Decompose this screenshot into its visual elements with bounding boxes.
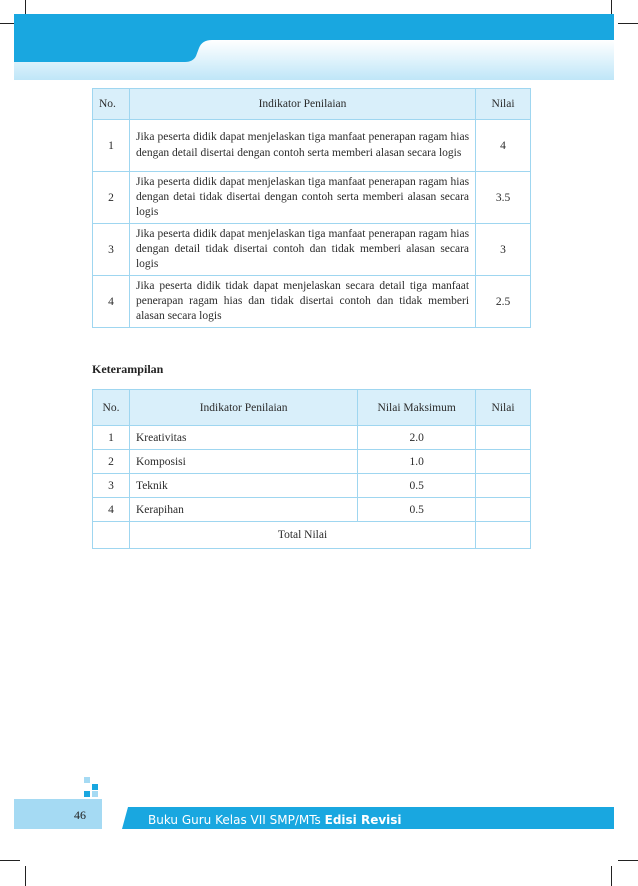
cell-nilai <box>476 474 531 498</box>
cell-nilai: 4 <box>476 120 531 172</box>
table-row <box>93 276 531 328</box>
cell-nilai-maksimum: 0.5 <box>358 474 476 498</box>
total-value-cell <box>476 522 531 549</box>
table-row <box>93 426 531 450</box>
table-header-row <box>93 89 531 120</box>
edition-label: Edisi Revisi <box>324 813 402 827</box>
cell-no: 4 <box>93 276 130 328</box>
total-label: Total Nilai <box>129 522 475 549</box>
cell-no: 2 <box>93 172 130 224</box>
cell-nilai-maksimum: 1.0 <box>358 450 476 474</box>
column-header-indikator: Indikator Penilaian <box>129 89 475 120</box>
crop-mark <box>25 866 26 886</box>
table-header-row <box>93 390 531 426</box>
crop-mark <box>611 866 612 886</box>
cell-nilai: 2.5 <box>476 276 531 328</box>
assessment-table <box>92 88 531 328</box>
cell-no: 3 <box>93 224 130 276</box>
column-header-nilai: Nilai <box>476 390 531 426</box>
cell-indikator: Kreativitas <box>129 426 357 450</box>
cell-indikator: Jika peserta didik dapat menjelaskan tiga manfaat penerapan ragam hias dengan detai tidak disertai dengan contoh serta memberi alasan secara logis <box>129 172 475 224</box>
table-row <box>93 224 531 276</box>
cell-no: 3 <box>93 474 130 498</box>
column-header-no: No. <box>93 89 130 120</box>
cell-nilai-maksimum: 0.5 <box>358 498 476 522</box>
table-row <box>93 474 531 498</box>
table-row <box>93 450 531 474</box>
cell-indikator: Teknik <box>129 474 357 498</box>
table-row <box>93 120 531 172</box>
section-title: Keterampilan <box>92 362 164 376</box>
crop-mark <box>618 860 638 861</box>
cell-no: 1 <box>93 120 130 172</box>
skills-table <box>92 389 531 549</box>
page-number: 46 <box>74 808 86 822</box>
cell-nilai <box>476 426 531 450</box>
cell-nilai <box>476 450 531 474</box>
total-row <box>93 522 531 549</box>
table-row <box>93 498 531 522</box>
cell-nilai <box>476 498 531 522</box>
cell-indikator: Jika peserta didik tidak dapat menjelaskan secara detail tiga manfaat penerapan ragam hias dan tidak disertai contoh dan tidak memberi alasan secara logis <box>129 276 475 328</box>
cell-no: 1 <box>93 426 130 450</box>
cell-indikator: Kerapihan <box>129 498 357 522</box>
cell-no: 2 <box>93 450 130 474</box>
footer-book-title <box>148 813 402 827</box>
table-row <box>93 172 531 224</box>
header-band <box>0 0 638 82</box>
column-header-indikator: Indikator Penilaian <box>129 390 357 426</box>
cell-nilai: 3 <box>476 224 531 276</box>
column-header-nilai-maksimum: Nilai Maksimum <box>358 390 476 426</box>
cell-nilai-maksimum: 2.0 <box>358 426 476 450</box>
cell-indikator: Jika peserta didik dapat menjelaskan tiga manfaat penerapan ragam hias dengan detail disertai dengan contoh serta memberi alasan secara logis <box>129 120 475 172</box>
column-header-nilai: Nilai <box>476 89 531 120</box>
cell-no: 4 <box>93 498 130 522</box>
cell-indikator: Jika peserta didik dapat menjelaskan tiga manfaat penerapan ragam hias dengan detail tidak disertai contoh dan tidak memberi alasan secara logis <box>129 224 475 276</box>
cell-indikator: Komposisi <box>129 450 357 474</box>
crop-mark <box>0 860 20 861</box>
column-header-no: No. <box>93 390 130 426</box>
cell-empty <box>93 522 130 549</box>
book-title: Buku Guru Kelas VII SMP/MTs <box>148 813 321 827</box>
cell-nilai: 3.5 <box>476 172 531 224</box>
